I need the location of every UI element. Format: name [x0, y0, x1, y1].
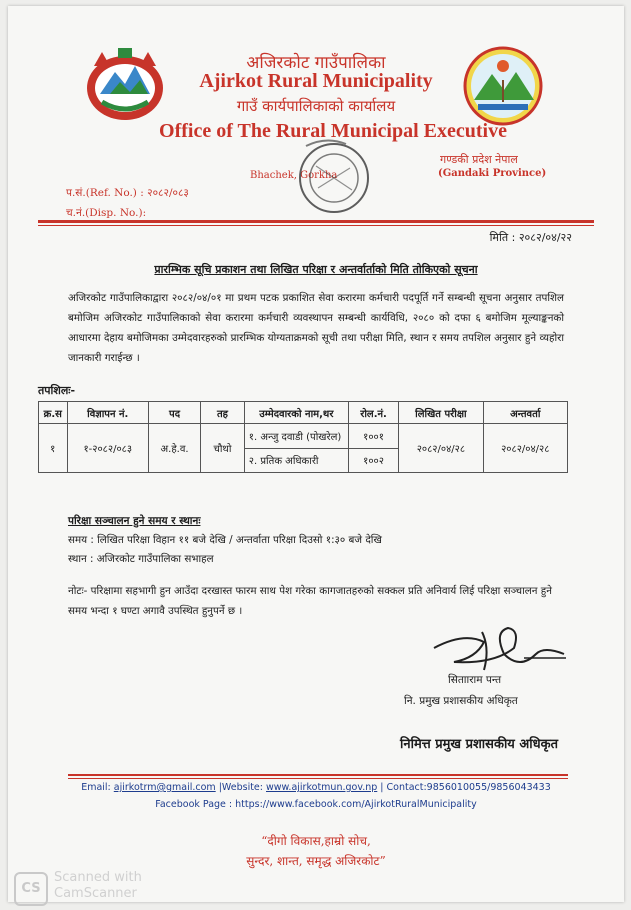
letter-subject: [8, 262, 624, 277]
office-stamp-icon: [276, 126, 386, 226]
cell-roll-no: १००२: [348, 448, 398, 473]
signatory-name: सितााराम पन्त: [448, 674, 502, 686]
table-header-row: [39, 402, 568, 424]
watermark-line-2: CamScanner: [54, 886, 137, 901]
camscanner-watermark: [54, 870, 142, 902]
signatory-title: नि. प्रमुख प्रशासकीय अधिकृत: [404, 695, 518, 707]
body-paragraph: अजिरकोट गाउँपालिकाद्वारा २०८२/०४/०१ मा प्रथम पटक प्रकाशित सेवा करारमा कर्मचारी पदपूर्ति गर्ने सम्बन्धी सूचना अनुसार तपशिल बमोजिम अजिरकोट गाउँपालिकाको सेवा करारमा कर्मचारी व्यवस्थापन सम्बन्धी कार्यविधि, २०८० को दफा ६ बमोजिम मूल्याङ्कनको आधारमा देहाय बमोजिमका उम्मेदवारहरुको प्रारम्भिक योग्यताक्रमको सूची तथा परीक्षा मिति, स्थान र समय तपशिल अनुसार हुने व्यहोरा जानकारी गराईन्छ ।: [68, 292, 564, 364]
header-post: पद: [148, 402, 200, 424]
cell-roll-no: १००१: [348, 424, 398, 449]
reference-number: प.सं.(Ref. No.) : २०८२/०८३: [66, 187, 189, 199]
camscanner-logo: CS: [14, 872, 48, 906]
email-label: Email:: [81, 782, 114, 793]
letter-subject-text: प्रारम्भिक सूचि प्रकाशन तथा लिखित परिक्षा र अन्तर्वार्ताको मिति तोकिएको सूचना: [154, 263, 478, 276]
contact-line: [8, 782, 624, 793]
cell-post: अ.हे.व.: [148, 424, 200, 473]
details-label: तपशिलः-: [38, 384, 76, 397]
facebook-page[interactable]: Facebook Page : https://www.facebook.com/AjirkotRuralMunicipality: [155, 799, 477, 810]
cell-written-exam-date: २०८२/०४/२८: [399, 424, 483, 473]
website-link[interactable]: www.ajirkotmun.gov.np: [266, 782, 378, 793]
exam-place: स्थान : अजिरकोट गाउँपालिका सभाहल: [68, 553, 214, 565]
website-label: |Website:: [215, 782, 266, 793]
cell-advert-no: १-२०८२/०८३: [67, 424, 148, 473]
dispatch-number: च.नं.(Disp. No.):: [66, 207, 147, 219]
office-name-english: Office of The Rural Municipal Executive: [159, 120, 507, 142]
cell-candidate-name: २. प्रतिक अधिकारी: [244, 448, 348, 473]
header-roll-no: रोल.नं.: [348, 402, 398, 424]
cell-interview-date: २०८२/०४/२८: [483, 424, 567, 473]
header-rule: [38, 220, 594, 223]
header-written-exam: लिखित परीक्षा: [399, 402, 483, 424]
header-level: तह: [201, 402, 245, 424]
municipality-name-nepali: अजिरकोट गाउँपालिका: [246, 53, 386, 73]
header-rule-thin: [38, 225, 594, 226]
slogan-line-2: सुन्दर, शान्त, समृद्ध अजिरकोट”: [246, 854, 386, 868]
cell-candidate-name: १. अन्जु दवाडी (पोखरेल): [244, 424, 348, 449]
candidate-table: [38, 401, 568, 473]
letter-date: मिति : २०८२/०४/२२: [489, 231, 572, 244]
footer-rule-thin: [68, 778, 568, 779]
note-text: नोटः- परिक्षामा सहभागी हुन आउँदा दरखास्त फारम साथ पेश गरेका कागजातहरुको सक्कल प्रति अनिवार्य लिई परिक्षा सञ्चालन हुने समय भन्दा १ घण्टा अगावै उपस्थित हुनुपर्ने छ ।: [68, 585, 552, 617]
cell-level: चौथो: [201, 424, 245, 473]
cell-sn: १: [39, 424, 68, 473]
office-name-nepali: गाउँ कार्यपालिकाको कार्यालय: [236, 97, 396, 115]
handwritten-signature-icon: [424, 618, 574, 678]
exam-section-title: परिक्षा सञ्चालन हुने समय र स्थानः: [68, 515, 201, 527]
header-candidate-name: उम्मेदवारको नाम,थर: [244, 402, 348, 424]
slogan-line-1: “दीगो विकास,हाम्रो सोच,: [261, 834, 371, 848]
header-advert-no: विज्ञापन नं.: [67, 402, 148, 424]
watermark-line-1: Scanned with: [54, 870, 142, 885]
letter-page: [8, 6, 624, 902]
province-english: (Gandaki Province): [438, 168, 547, 179]
exam-time: समय : लिखित परिक्षा विहान ११ बजे देखि / अन्तर्वाता परिक्षा दिउसो १:३० बजे देखि: [68, 534, 382, 546]
footer-rule: [68, 774, 568, 776]
office-place: Bhachek, Gorkha: [250, 170, 338, 181]
contact-numbers: | Contact:9856010055/9856043433: [377, 782, 551, 793]
province-nepali: गण्डकी प्रदेश नेपाल: [440, 153, 518, 166]
acting-officer-label: निमित्त प्रमुख प्रशासकीय अधिकृत: [400, 737, 559, 752]
header-sn: क्र.स: [39, 402, 68, 424]
municipality-name-english: Ajirkot Rural Municipality: [199, 70, 433, 92]
header-interview: अन्तवर्ता: [483, 402, 567, 424]
email-link[interactable]: ajirkotrm@gmail.com: [113, 782, 216, 793]
table-row: [39, 424, 568, 449]
